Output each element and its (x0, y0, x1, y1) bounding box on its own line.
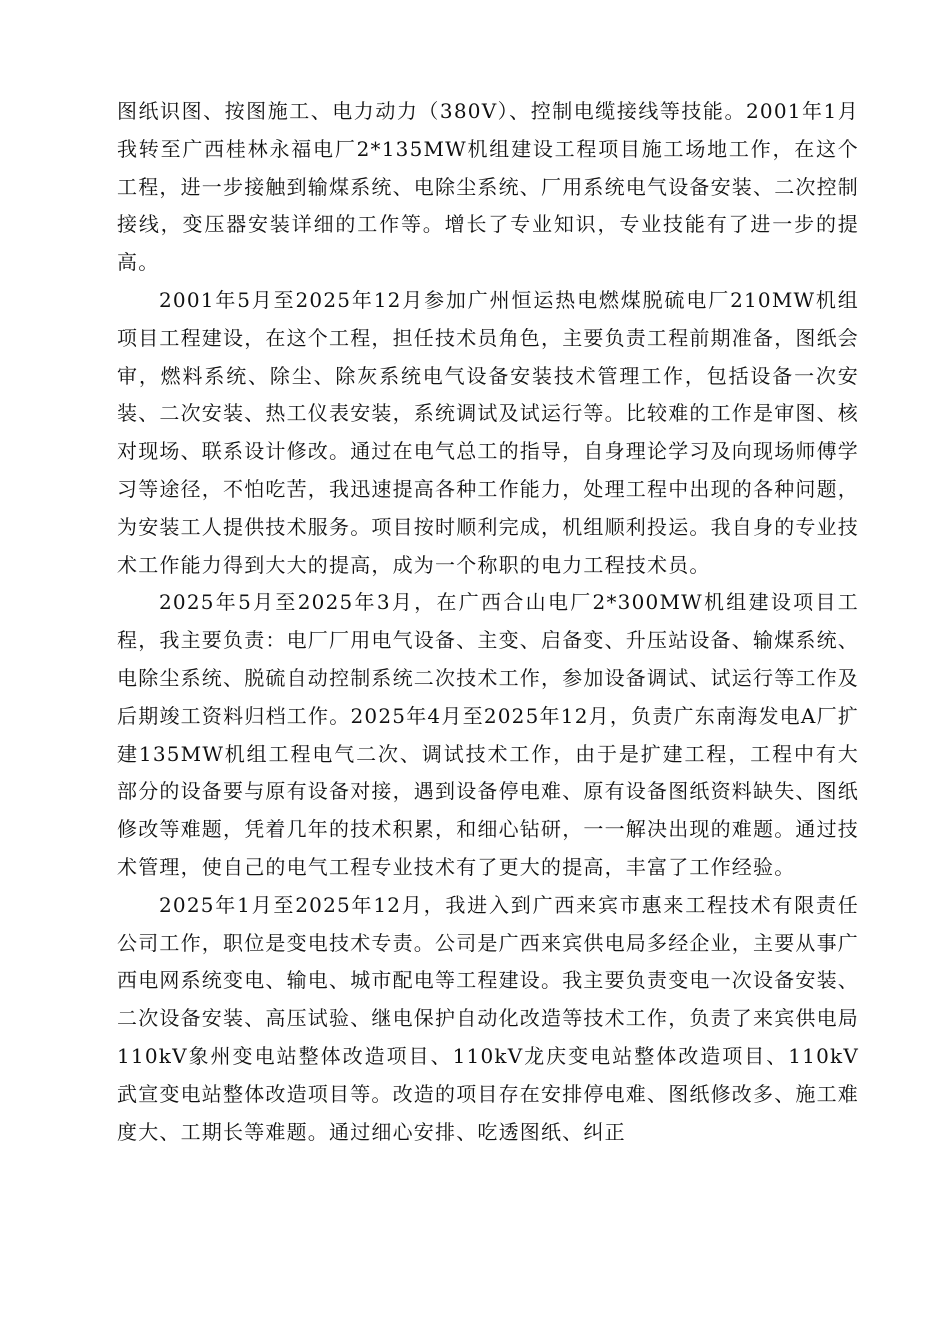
document-body (117, 93, 859, 1151)
paragraph-4: 2025年1月至2025年12月，我进入到广西来宾市惠来工程技术有限责任公司工作，职位是变电技术专责。公司是广西来宾供电局多经企业，主要从事广西电网系统变电、输电、城市配电等工程建设。我主要负责变电一次设备安装、二次设备安装、高压试验、继电保护自动化改造等技术工作，负责了来宾供电局110kV象州变电站整体改造项目、110kV龙庆变电站整体改造项目、110kV武宣变电站整体改造项目等。改造的项目存在安排停电难、图纸修改多、施工难度大、工期长等难题。通过细心安排、吃透图纸、纠正 (117, 892, 859, 1144)
paragraph-3: 2025年5月至2025年3月，在广西合山电厂2*300MW机组建设项目工程，我主要负责：电厂厂用电气设备、主变、启备变、升压站设备、输煤系统、电除尘系统、脱硫自动控制系统二次技术工作，参加设备调试、试运行等工作及后期竣工资料归档工作。2025年4月至2025年12月，负责广东南海发电A厂扩建135MW机组工程电气二次、调试技术工作，由于是扩建工程，工程中有大部分的设备要与原有设备对接，遇到设备停电难、原有设备图纸资料缺失、图纸修改等难题，凭着几年的技术积累，和细心钻研，一一解决出现的难题。通过技术管理，使自己的电气工程专业技术有了更大的提高，丰富了工作经验。 (117, 590, 859, 879)
paragraph-1: 图纸识图、按图施工、电力动力（380V）、控制电缆接线等技能。2001年1月我转至广西桂林永福电厂2*135MW机组建设工程项目施工场地工作，在这个工程，进一步接触到输煤系统、电除尘系统、厂用系统电气设备安装、二次控制接线，变压器安装详细的工作等。增长了专业知识，专业技能有了进一步的提高。 (117, 99, 859, 275)
paragraph-2: 2001年5月至2025年12月参加广州恒运热电燃煤脱硫电厂210MW机组项目工程建设，在这个工程，担任技术员角色，主要负责工程前期准备，图纸会审，燃料系统、除尘、除灰系统电气设备安装技术管理工作，包括设备一次安装、二次安装、热工仪表安装，系统调试及试运行等。比较难的工作是审图、核对现场、联系设计修改。通过在电气总工的指导，自身理论学习及向现场师傅学习等途径，不怕吃苦，我迅速提高各种工作能力，处理工程中出现的各种问题，为安装工人提供技术服务。项目按时顺利完成，机组顺利投运。我自身的专业技术工作能力得到大大的提高，成为一个称职的电力工程技术员。 (117, 287, 859, 577)
